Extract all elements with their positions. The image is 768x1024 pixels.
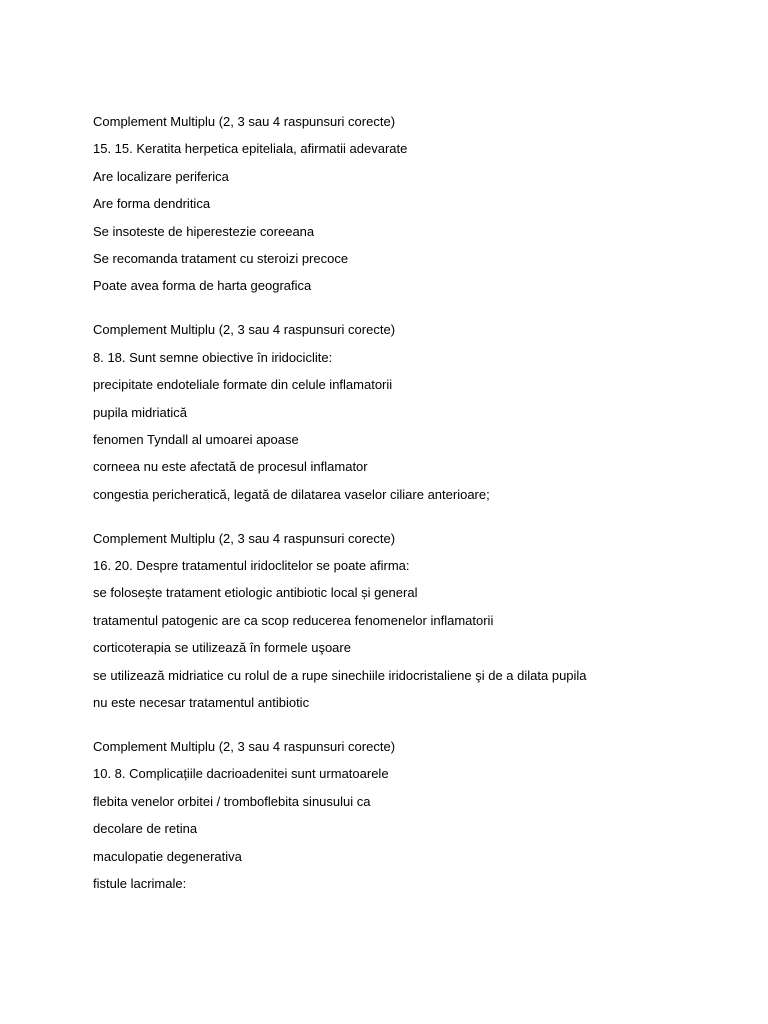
answer-option: fenomen Tyndall al umoarei apoase: [93, 431, 299, 447]
answer-option: corticoterapia se utilizează în formele uşoare: [93, 640, 351, 656]
answer-option: precipitate endoteliale formate din celule inflamatorii: [93, 377, 393, 393]
question-title: 10. 8. Complicațiile dacrioadenitei sunt urmatoarele: [93, 766, 389, 782]
question-type: Complement Multiplu (2, 3 sau 4 raspunsuri corecte): [93, 114, 396, 129]
question-type: Complement Multiplu (2, 3 sau 4 raspunsuri corecte): [93, 322, 396, 338]
answer-option: nu este necesar tratamentul antibiotic: [93, 695, 310, 711]
question-type: Complement Multiplu (2, 3 sau 4 raspunsuri corecte): [93, 530, 396, 546]
answer-option: pupila midriatică: [93, 404, 187, 420]
answer-option: Se insoteste de hiperestezie coreeana: [93, 223, 315, 239]
question-block: [93, 322, 733, 502]
question-block: [93, 114, 733, 294]
answer-option: decolare de retina: [93, 821, 198, 837]
answer-option: Se recomanda tratament cu steroizi precoce: [93, 250, 349, 266]
question-title: 8. 18. Sunt semne obiective în iridociclite:: [93, 349, 333, 365]
question-block: [93, 531, 733, 711]
question-title: 15. 15. Keratita herpetica epiteliala, afirmatii adevarate: [93, 141, 408, 157]
answer-option: maculopatie degenerativa: [93, 848, 242, 864]
answer-option: flebita venelor orbitei / tromboflebita sinusului ca: [93, 793, 371, 809]
document-content: [93, 114, 733, 920]
answer-option: congestia pericheratică, legată de dilatarea vaselor ciliare anterioare;: [93, 486, 490, 502]
answer-option: Poate avea forma de harta geografica: [93, 278, 312, 294]
answer-option: se folosește tratament etiologic antibiotic local și general: [93, 585, 418, 601]
answer-option: fistule lacrimale:: [93, 875, 187, 891]
answer-option: corneea nu este afectată de procesul inflamator: [93, 459, 368, 475]
answer-option: se utilizează midriatice cu rolul de a rupe sinechiile iridocristaliene şi de a dilata pupila: [93, 667, 587, 683]
question-title: 16. 20. Despre tratamentul iridoclitelor se poate afirma:: [93, 558, 410, 574]
question-type: Complement Multiplu (2, 3 sau 4 raspunsuri corecte): [93, 739, 396, 755]
question-block: [93, 739, 733, 892]
answer-option: Are localizare periferica: [93, 168, 229, 184]
answer-option: tratamentul patogenic are ca scop reducerea fenomenelor inflamatorii: [93, 612, 494, 628]
answer-option: Are forma dendritica: [93, 196, 211, 212]
